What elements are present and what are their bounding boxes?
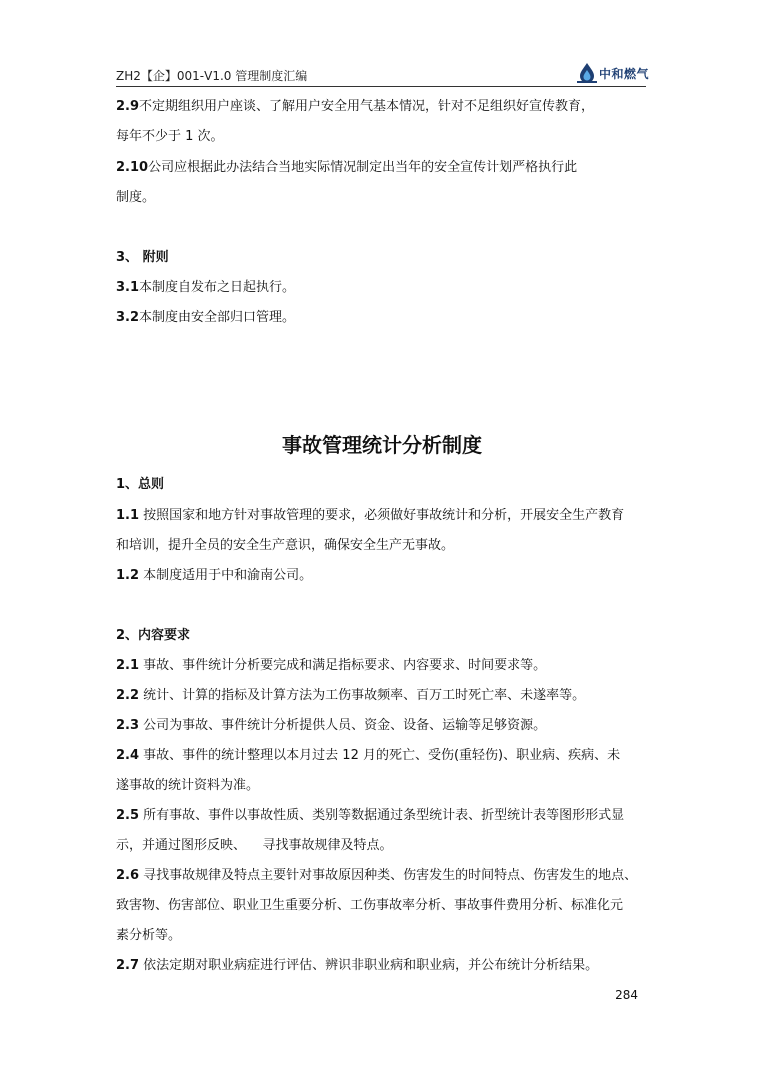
item-2-5-line-1: 2.5 所有事故、事件以事故性质、类别等数据通过条型统计表、折型统计表等图形形式显 bbox=[116, 808, 625, 823]
section-2-heading: 2、内容要求 bbox=[116, 628, 191, 643]
item-2-4-line-1: 2.4 事故、事件的统计整理以本月过去 12 月的死亡、受伤(重轻伤)、职业病、疾病、未 bbox=[116, 748, 621, 763]
item-3-2: 3.2本制度由安全部归口管理。 bbox=[116, 310, 296, 325]
item-1-2: 1.2 本制度适用于中和渝南公司。 bbox=[116, 568, 313, 583]
item-2-10-line-2: 制度。 bbox=[116, 190, 156, 205]
flame-drop-logo-icon bbox=[577, 62, 597, 84]
item-1-1-line-1: 1.1 按照国家和地方针对事故管理的要求，必须做好事故统计和分析，开展安全生产教育 bbox=[116, 508, 625, 523]
item-2-3: 2.3 公司为事故、事件统计分析提供人员、资金、设备、运输等足够资源。 bbox=[116, 718, 547, 733]
item-2-4-line-2: 遂事故的统计资料为准。 bbox=[116, 778, 260, 793]
company-logo bbox=[577, 62, 649, 84]
item-2-6-line-3: 素分析等。 bbox=[116, 928, 182, 943]
page-title: 事故管理统计分析制度 bbox=[282, 433, 482, 457]
document-code: ZH2【企】001-V1.0 管理制度汇编 bbox=[116, 69, 308, 83]
item-2-7: 2.7 依法定期对职业病症进行评估、辨识非职业病和职业病，并公布统计分析结果。 bbox=[116, 958, 599, 973]
item-2-6-line-2: 致害物、伤害部位、职业卫生重要分析、工伤事故率分析、事故事件费用分析、标准化元 bbox=[116, 898, 624, 913]
item-2-10-line-1: 2.10公司应根据此办法结合当地实际情况制定出当年的安全宣传计划严格执行此 bbox=[116, 160, 578, 175]
header-rule bbox=[116, 86, 646, 87]
item-2-9-line-1: 2.9不定期组织用户座谈、了解用户安全用气基本情况，针对不足组织好宣传教育， bbox=[116, 99, 595, 114]
item-2-5-line-2: 示，并通过图形反映、 寻找事故规律及特点。 bbox=[116, 838, 393, 853]
item-1-1-line-2: 和培训，提升全员的安全生产意识，确保安全生产无事故。 bbox=[116, 538, 455, 553]
section-1-heading: 1、总则 bbox=[116, 477, 165, 492]
item-2-6-line-1: 2.6 寻找事故规律及特点主要针对事故原因种类、伤害发生的时间特点、伤害发生的地点、 bbox=[116, 868, 638, 883]
item-2-2: 2.2 统计、计算的指标及计算方法为工伤事故频率、百万工时死亡率、未遂率等。 bbox=[116, 688, 586, 703]
logo-text: 中和燃气 bbox=[599, 66, 650, 81]
page-number: 284 bbox=[615, 988, 638, 1002]
appendix-heading: 3、 附则 bbox=[116, 250, 169, 265]
item-2-1: 2.1 事故、事件统计分析要完成和满足指标要求、内容要求、时间要求等。 bbox=[116, 658, 547, 673]
item-2-9-line-2: 每年不少于 1 次。 bbox=[116, 129, 224, 144]
item-3-1: 3.1本制度自发布之日起执行。 bbox=[116, 280, 296, 295]
